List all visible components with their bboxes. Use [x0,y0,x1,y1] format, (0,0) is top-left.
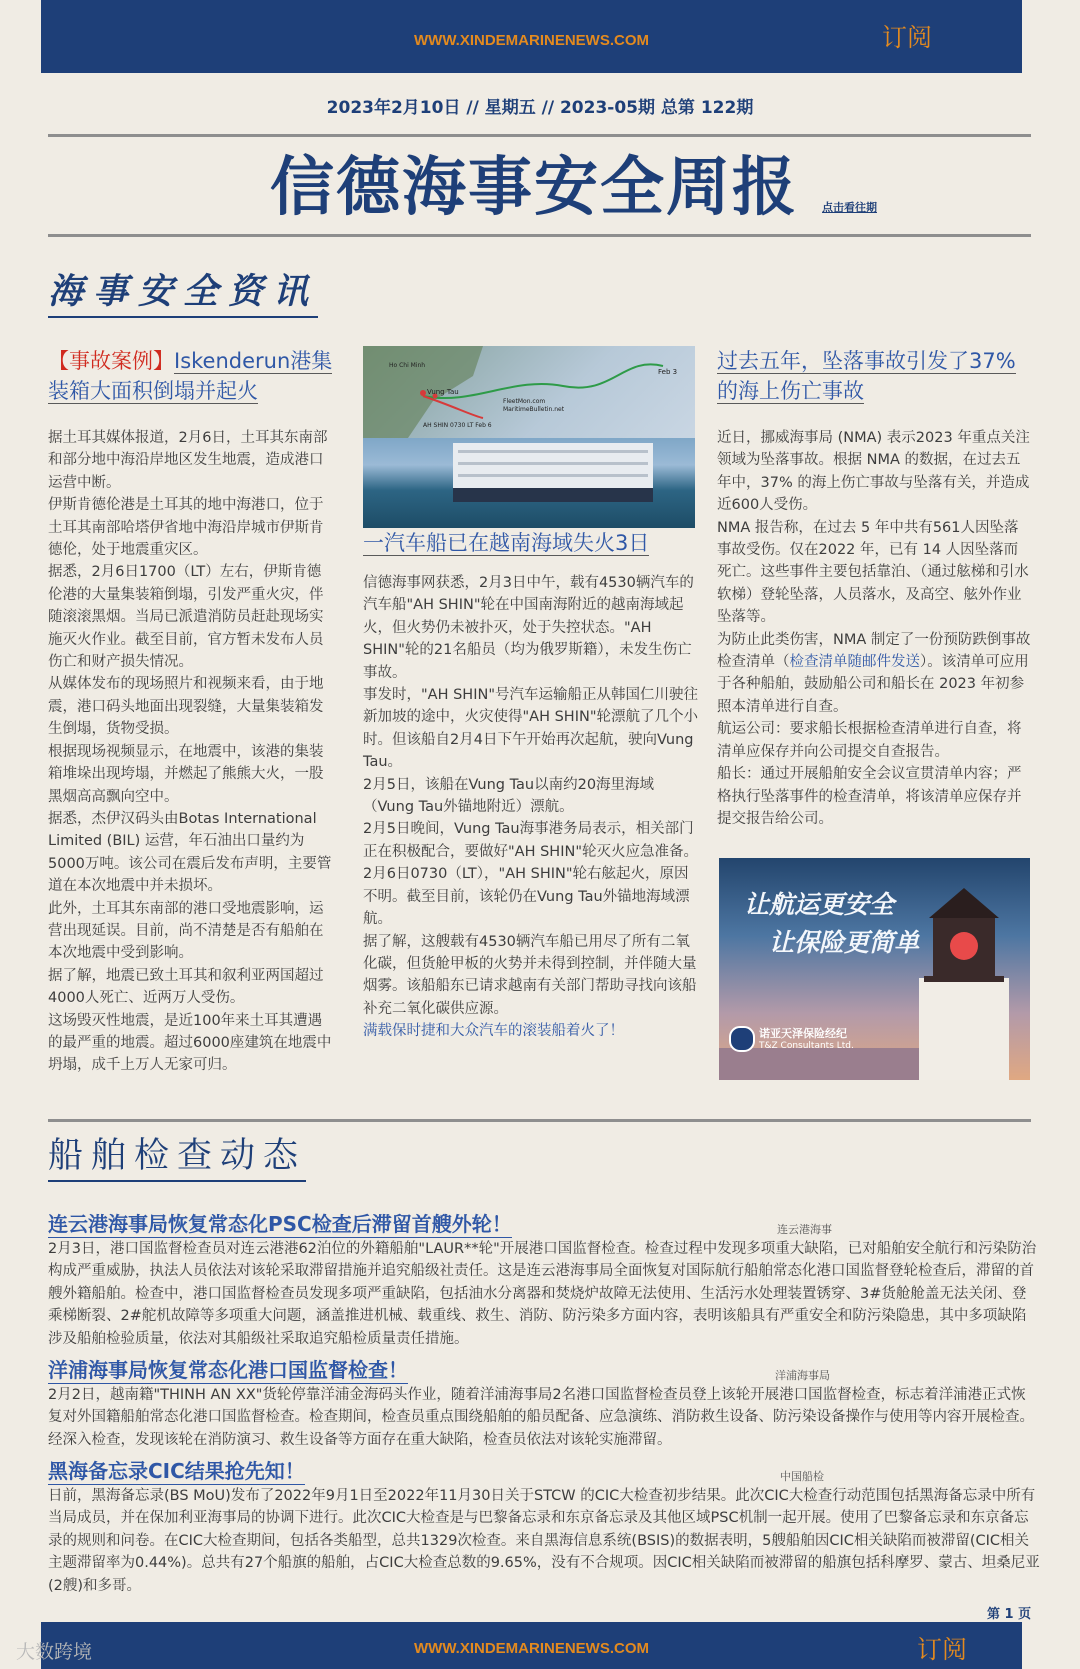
car-carrier-photo [363,438,695,528]
middle-para: 事发时，"AH SHIN"号汽车运输船正从韩国仁川驶往新加坡的途中，火灾使得"AH SHIN"轮漂航了几个小时。但该船自2月4日下午开始再次起航，驶向Vung Tau。 [363,687,698,771]
news-source: 连云港海事 [777,1223,832,1236]
left-para: 据悉，杰伊汉码头由Botas International Limited (BIL) 运营，年石油出口量约为5000万吨。该公司在震后发布声明，主要管道在本次地震中并未损坏。 [48,810,332,895]
related-article-link[interactable]: 满载保时捷和大众汽车的滚装船着火了！ [363,1023,624,1040]
route-map-graphic [363,346,695,438]
ship-silhouette [363,438,695,528]
news-body: 2月3日，港口国监督检查员对连云港港62泊位的外籍船舶"LAUR**轮"开展港口国监督检查。检查过程中发现多项重大缺陷，已对船舶安全航行和污染防治构成严重威胁，执法人员依法对该轮采取滞留措施并追究船级社责任。这是连云港海事局全面恢复对国际航行船舶常态化港口国监督登轮检查后，滞留的首艘外籍船舶。检查中，港口国监督检查员发现多项严重缺陷，包括油水分离器和焚烧炉故障无法使用、生活污水处理装置锈穿、3#货舱舱盖无法关闭、登乘梯断裂、2#舵机故障等多项重大问题，涵盖推进机械、载重线、救生、消防、防污染多方面内容，表明该船具有严重安全和防污染隐患，其中多项缺陷涉及船舶检验质量，依法对其船级社采取追究船检质量责任措施。 [48,1241,1037,1347]
left-para: 据土耳其媒体报道，2月6日，土耳其东南部和部分地中海沿岸地区发生地震，造成港口运营中断。 [48,430,328,491]
headline-text: Iskenderun港集装箱大面积倒塌并起火 [48,349,333,403]
right-column [717,346,1032,830]
page-number: 第 1 页 [987,1607,1032,1622]
right-para [717,629,1032,719]
news-source: 洋浦海事局 [775,1369,830,1382]
section-title-safety-news: 海事安全资讯 [48,270,318,318]
subscribe-button[interactable]: 订阅 [881,23,932,52]
ad-company-cn: 诺亚天泽保险经纪 [759,1027,847,1040]
site-url[interactable]: WWW.XINDEMARINENEWS.COM [414,32,649,49]
news-headline[interactable]: 洋浦海事局恢复常态化港口国监督检查！ [48,1358,408,1382]
headline-text: 过去五年，坠落事故引发了37%的海上伤亡事故 [717,349,1016,403]
left-para: 据了解，地震已致土耳其和叙利亚两国超过4000人死亡、近两万人受伤。 [48,967,324,1007]
right-para: 近日，挪威海事局 (NMA) 表示2023 年重点关注领域为坠落事故。根据 NMA 的数据，在过去五年中，37% 的海上伤亡事故与坠落有关，并造成近600人受伤。 [717,430,1030,514]
map-label: FleetMon.com [503,398,546,405]
left-para: 根据现场视频显示，在地震中，该港的集装箱堆垛出现垮塌，并燃起了熊熊大火，一股黑烟高高飘向空中。 [48,743,324,805]
section-title-ship-inspection: 船舶检查动态 [48,1134,306,1182]
para-text: 为防止此类伤害，NMA 制定了一份预防跌倒事故检查清单（ [717,631,1031,671]
middle-para: 2月5日，该船在Vung Tau以南约20海里海域（Vung Tau外锚地附近）漂航。 [363,776,655,816]
middle-para: 2月6日0730（LT），"AH SHIN"轮右舷起火，原因不明。截至目前，该轮仍在Vung Tau外锚地海域漂航。 [363,866,690,928]
company-logo-icon [729,1026,755,1052]
divider [48,134,1031,137]
checklist-link[interactable]: 检查清单随邮件发送 [789,654,920,671]
left-para: 据悉，2月6日1700（LT）左右，伊斯肯德伦港的大量集装箱倒塌，引发严重火灾，伴随滚滚黑烟。当局已派遣消防员赶赴现场实施灭火作业。截至目前，官方暂未发布人员伤亡和财产损失情况。 [48,564,324,671]
watermark: 大数跨境 [16,1641,93,1663]
middle-headline[interactable] [363,528,699,558]
top-banner [41,0,1022,73]
middle-para: 2月5日晚间，Vung Tau海事港务局表示，相关部门正在积极配合，要做好"AH SHIN"轮灭火应急准备。 [363,821,698,860]
ad-company-en: T&Z Consultants Ltd. [759,1041,854,1051]
divider [48,1119,1031,1122]
map-label: Feb 3 [658,368,678,376]
news-body: 2月2日，越南籍"THINH AN XX"货轮停靠洋浦金海码头作业，随着洋浦海事局2名港口国监督检查员登上该轮开展港口国监督检查，标志着洋浦港正式恢复对外国籍船舶常态化港口国监督检查。检查期间，检查员重点围绕船舶的船员配备、应急演练、消防救生设备、防污染设备操作与使用等内容开展检查。经深入检查，发现该轮在消防演习、救生设备等方面存在重大缺陷，检查员依法对该轮实施滞留。 [48,1387,1034,1448]
news-headline[interactable]: 黑海备忘录CIC结果抢先知！ [48,1459,305,1483]
map-label: AH SHIN 0730 LT Feb 6 [423,422,492,429]
dateline: 2023年2月10日 // 星期五 // 2023-05期 总第 122期 [326,98,754,118]
bottom-banner [41,1622,1022,1669]
map-label: MaritimeBulletin.net [503,406,565,413]
news-body: 日前，黑海备忘录(BS MoU)发布了2022年9月1日至2022年11月30日关于STCW 的CIC大检查初步结果。此次CIC大检查行动范围包括黑海备忘录中所有当局成员，并在保加利亚海事局的协调下进行。此次CIC大检查是与巴黎备忘录和东京备忘录及其他区域PSC机制一起开展。使用了巴黎备忘录和东京备忘录的规则和问卷。在CIC大检查期间，包括各类船型，总共1329次检查。来自黑海信息系统(BSIS)的数据表明，5艘船舶因CIC相关缺陷而被滞留(CIC相关主题滞留率为0.44%)。总共有27个船旗的船舶，占CIC大检查总数的9.65%，没有不合规项。因CIC相关缺陷而被滞留的船旗包括科摩罗、蒙古、坦桑尼亚(2艘)和多哥。 [48,1488,1040,1594]
masthead-title: 信德海事安全周报 [270,151,798,225]
middle-para: 信德海事网获悉，2月3日中午，载有4530辆汽车的汽车船"AH SHIN"轮在中国南海附近的越南海域起火，但火势仍未被扑灭，处于失控状态。"AH SHIN"轮的21名船员（均为俄罗斯籍），未发生伤亡事故。 [363,575,694,681]
map-label: Ho Chi Minh [389,362,426,369]
right-headline[interactable] [717,346,1032,406]
map-label: Vung Tau [427,388,459,396]
divider [48,234,1031,237]
middle-column [363,528,699,1043]
left-para: 伊斯肯德伦港是土耳其的地中海港口，位于土耳其南部哈塔伊省地中海沿岸城市伊斯肯德伦，处于地震重灾区。 [48,497,324,559]
right-para: NMA 报告称，在过去 5 年中共有561人因坠落事故受伤。仅在2022 年，已有 14 人因坠落而死亡。这些事件主要包括靠泊、（通过舷梯和引水软梯）登轮坠落，人员落水，及高空、舷外作业坠落等。 [717,519,1029,626]
ad-slogan-line1: 让航运更安全 [744,890,895,919]
headline-tag: 【事故案例】 [48,349,174,373]
news-headline[interactable]: 连云港海事局恢复常态化PSC检查后滞留首艘外轮！ [48,1212,512,1236]
right-para: 航运公司：要求船长根据检查清单进行自查，将清单应保存并向公司提交自查报告。 [717,721,1022,760]
para-text: ）。该清单可应用于各种船舶，鼓励船公司和船长在 2023 年初参照本清单进行自查。 [717,654,1029,715]
right-para: 船长：通过开展船舶安全会议宣贯清单内容；严格执行坠落事件的检查清单，将该清单应保存并提交报告给公司。 [717,766,1022,827]
headline-text: 一汽车船已在越南海域失火3日 [363,531,650,555]
left-para: 从媒体发布的现场照片和视频来看，由于地震，港口码头地面出现裂缝，大量集装箱发生倒塌，货物受损。 [48,676,324,738]
left-para: 这场毁灭性地震，是近100年来土耳其遭遇的最严重的地震。超过6000座建筑在地震中坍塌，成千上万人无家可归。 [48,1012,332,1074]
left-headline[interactable] [48,346,334,406]
route-map-image [363,346,695,438]
subscribe-button[interactable]: 订阅 [916,1635,967,1664]
past-issues-link[interactable]: 点击看往期 [822,201,877,214]
left-para: 此外，土耳其东南部的港口受地震影响，运营出现延误。目前，尚不清楚是否有船舶在本次地震中受到影响。 [48,900,324,962]
left-column [48,346,334,1077]
site-url[interactable]: WWW.XINDEMARINENEWS.COM [414,1640,649,1657]
middle-para: 据了解，这艘载有4530辆汽车船已用尽了所有二氧化碳，但货舱甲板的火势并未得到控制，并伴随大量烟雾。该船船东已请求越南有关部门帮助寻找向该船补充二氧化碳供应源。 [363,933,697,1017]
insurance-ad-banner[interactable] [719,858,1030,1080]
ad-slogan-line2: 让保险更简单 [769,928,920,957]
news-source: 中国船检 [780,1470,824,1483]
